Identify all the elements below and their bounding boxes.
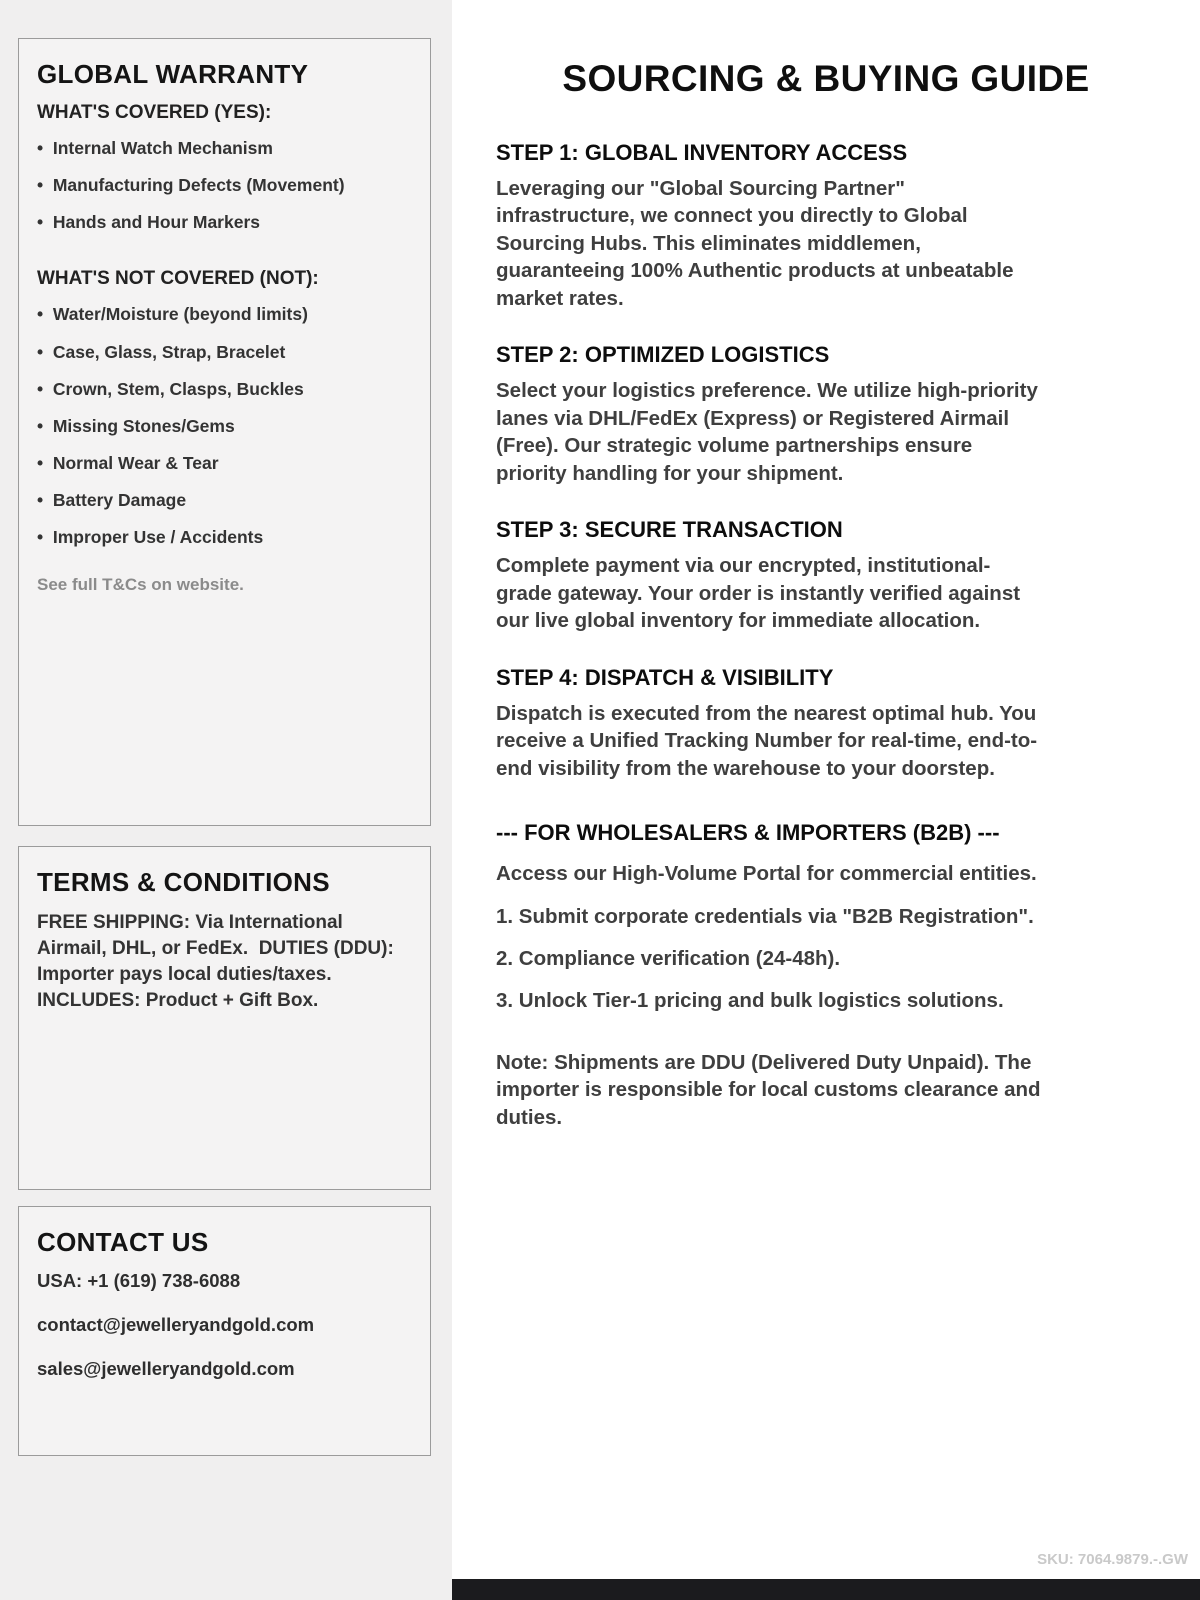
contact-phone: USA: +1 (619) 738-6088 [37, 1270, 241, 1291]
guide-content [452, 100, 1200, 1131]
footer-bar [452, 1579, 1200, 1600]
step-2 [496, 342, 1140, 487]
step-1-title: STEP 1: GLOBAL INVENTORY ACCESS [496, 140, 908, 165]
contact-box [18, 1206, 431, 1456]
warranty-not-covered-item: • Normal Wear & Tear [37, 453, 412, 473]
contact-title: CONTACT US [37, 1227, 209, 1257]
step-4-body: Dispatch is executed from the nearest optimal hub. You receive a Unified Tracking Number for real-time, end-to-end visibility from the warehouse to your doorstep. [496, 701, 1038, 780]
sidebar [0, 0, 452, 1600]
warranty-footnote: See full T&Cs on website. [37, 575, 244, 595]
terms-box [18, 846, 431, 1190]
warranty-covered-list [37, 138, 412, 232]
warranty-not-covered-list [37, 304, 412, 547]
warranty-not-covered-item: • Missing Stones/Gems [37, 416, 412, 436]
warranty-not-covered-item: • Improper Use / Accidents [37, 527, 412, 547]
b2b-intro: Access our High-Volume Portal for commercial entities. [496, 862, 1037, 886]
warranty-covered-heading: WHAT'S COVERED (YES): [37, 102, 272, 123]
b2b-section [496, 820, 1140, 1131]
warranty-not-covered-item: • Crown, Stem, Clasps, Buckles [37, 379, 412, 399]
terms-title: TERMS & CONDITIONS [37, 867, 330, 897]
warranty-not-covered-heading: WHAT'S NOT COVERED (NOT): [37, 268, 319, 290]
b2b-item-3: 3. Unlock Tier-1 pricing and bulk logistics solutions. [496, 989, 1004, 1013]
warranty-not-covered-item: • Battery Damage [37, 490, 412, 510]
step-3-title: STEP 3: SECURE TRANSACTION [496, 517, 843, 543]
contact-email-sales: sales@jewelleryandgold.com [37, 1358, 295, 1379]
step-4 [496, 665, 1140, 782]
page-title: SOURCING & BUYING GUIDE [562, 58, 1090, 99]
sku-label: SKU: 7064.9879.-.GW [1037, 1551, 1188, 1568]
warranty-not-covered-item: • Water/Moisture (beyond limits) [37, 304, 412, 324]
step-2-body: Select your logistics preference. We utilize high-priority lanes via DHL/FedEx (Express) or Registered Airmail (Free). Our strategic volume partnerships ensure priority handling for your shipment. [496, 379, 1038, 485]
step-1 [496, 140, 1140, 312]
contact-email-primary: contact@jewelleryandgold.com [37, 1314, 315, 1335]
warranty-box [18, 38, 431, 826]
step-1-body: Leveraging our "Global Sourcing Partner" infrastructure, we connect you directly to Global Sourcing Hubs. This eliminates middlemen, guaranteeing 100% Authentic products at unbeatable market rates. [496, 177, 1014, 310]
warranty-covered-item: • Internal Watch Mechanism [37, 138, 412, 158]
step-2-title: STEP 2: OPTIMIZED LOGISTICS [496, 342, 830, 368]
b2b-note: Note: Shipments are DDU (Delivered Duty Unpaid). The importer is responsible for local customs clearance and duties. [496, 1050, 1041, 1129]
b2b-item-1: 1. Submit corporate credentials via "B2B Registration". [496, 904, 1034, 928]
main-guide [452, 0, 1200, 1600]
step-3-body: Complete payment via our encrypted, institutional-grade gateway. Your order is instantly verified against our live global inventory for immediate allocation. [496, 554, 1021, 633]
warranty-covered-item: • Manufacturing Defects (Movement) [37, 175, 412, 195]
b2b-title: --- FOR WHOLESALERS & IMPORTERS (B2B) --- [496, 820, 1000, 846]
warranty-title: GLOBAL WARRANTY [37, 59, 309, 89]
step-4-title: STEP 4: DISPATCH & VISIBILITY [496, 664, 834, 690]
warranty-covered-item: • Hands and Hour Markers [37, 212, 412, 232]
warranty-not-covered-item: • Case, Glass, Strap, Bracelet [37, 342, 412, 362]
step-3 [496, 517, 1140, 634]
b2b-item-2: 2. Compliance verification (24-48h). [496, 946, 841, 970]
terms-body: FREE SHIPPING: Via International Airmail, DHL, or FedEx. DUTIES (DDU): Importer pays local duties/taxes. INCLUDES: Product + Gift Box. [37, 912, 400, 1012]
